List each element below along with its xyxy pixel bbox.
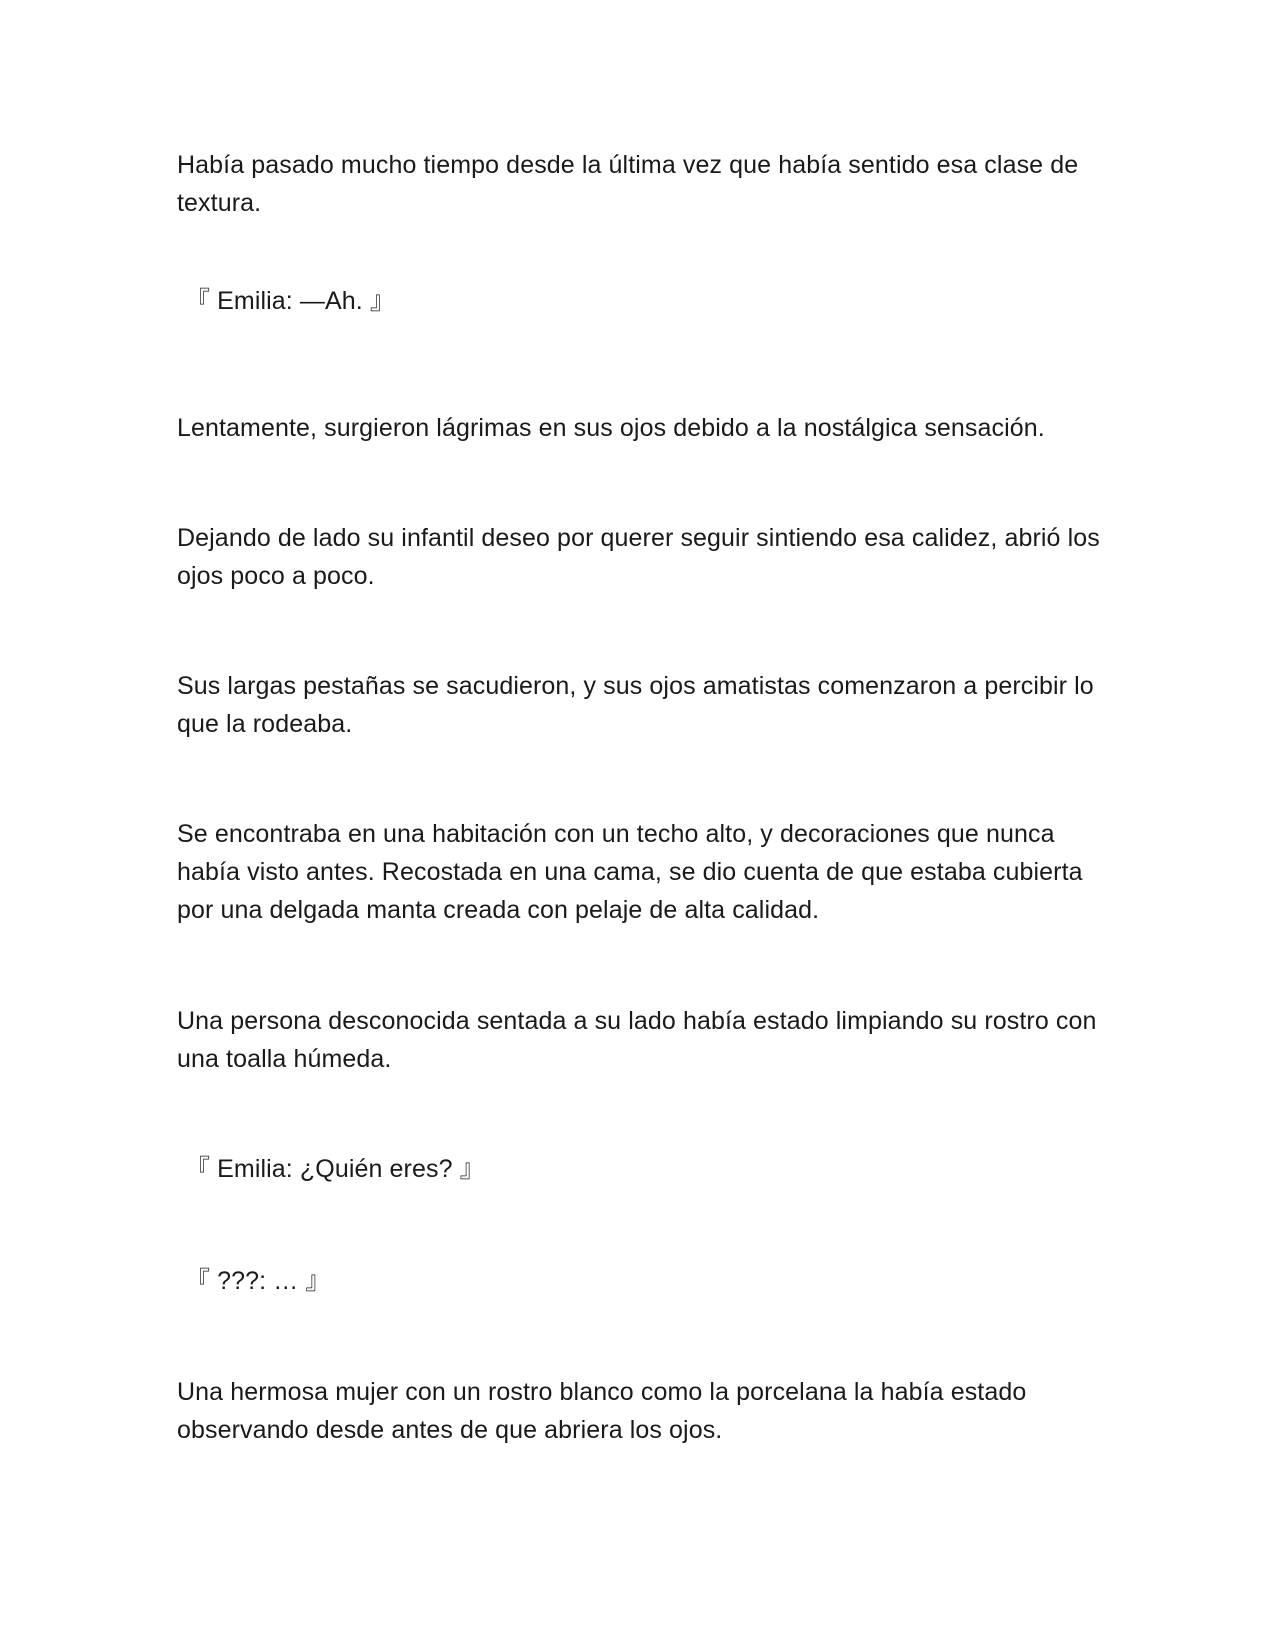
paragraph-room: Se encontraba en una habitación con un techo alto, y decoraciones que nunca había visto antes. Recostada en una cama, se dio cuenta de que estaba cubierta por una delgada manta creada con pelaje de alta calidad. [177,820,1083,924]
paragraph-opened-eyes: Dejando de lado su infantil deseo por querer seguir sintiendo esa calidez, abrió los ojos poco a poco. [177,524,1100,590]
paragraph-stranger: Una persona desconocida sentada a su lado había estado limpiando su rostro con una toalla húmeda. [177,1007,1097,1073]
paragraph-texture: Había pasado mucho tiempo desde la última vez que había sentido esa clase de textura. [177,151,1079,217]
dialog-emilia-ah: 『 Emilia: —Ah. 』 [185,287,395,315]
paragraph-woman: Una hermosa mujer con un rostro blanco como la porcelana la había estado observando desde antes de que abriera los ojos. [177,1378,1027,1444]
paragraph-tears: Lentamente, surgieron lágrimas en sus ojos debido a la nostálgica sensación. [177,414,1045,442]
dialog-emilia-who: 『 Emilia: ¿Quién eres? 』 [185,1155,485,1183]
dialog-unknown: 『 ???: … 』 [185,1267,331,1295]
paragraph-eyelashes: Sus largas pestañas se sacudieron, y sus ojos amatistas comenzaron a percibir lo que la rodeaba. [177,672,1094,738]
